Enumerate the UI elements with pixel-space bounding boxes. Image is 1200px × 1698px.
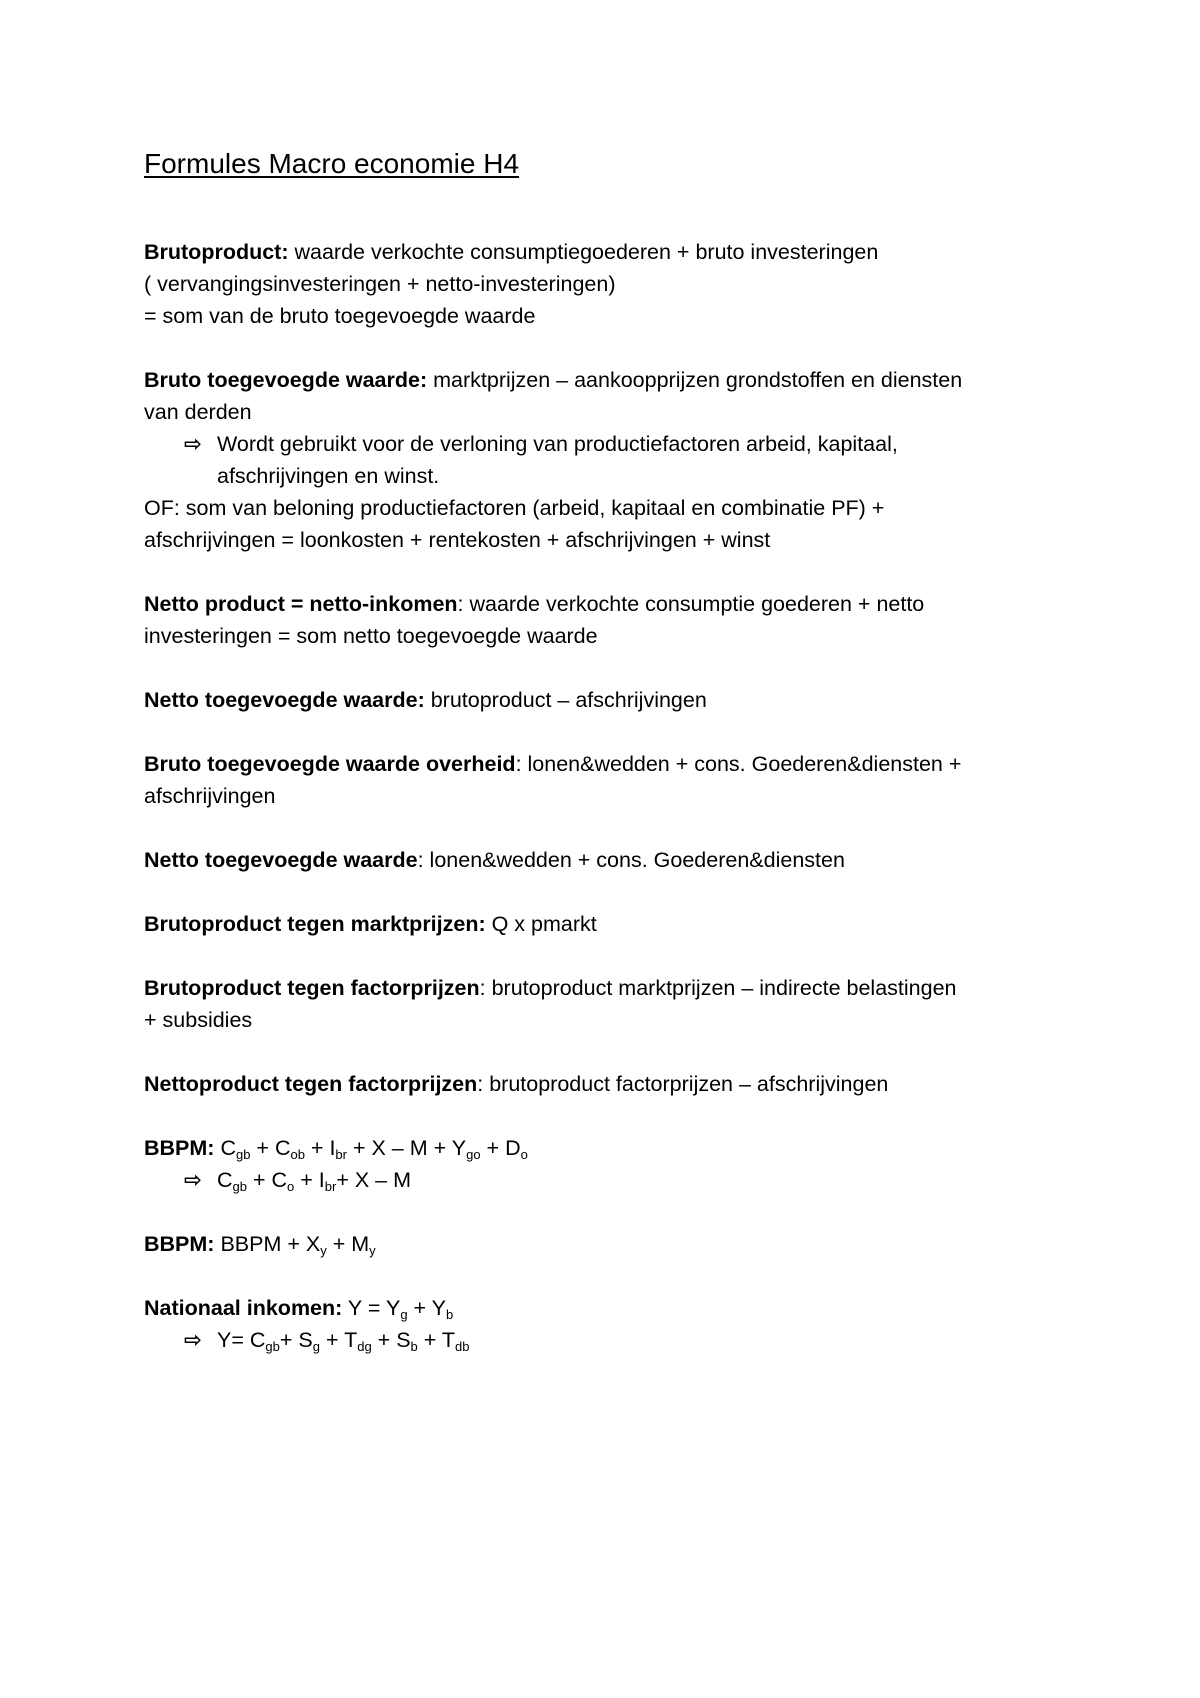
section-netto-product [144,588,1074,652]
npf-line-1 [144,1068,1074,1100]
btw-arrow-text-2: afschrijvingen en winst. [217,464,440,488]
section-bp-factorprijzen [144,972,1074,1036]
formula-part: Y = Y [342,1296,401,1320]
btw-term: Bruto toegevoegde waarde: [144,368,428,392]
bto-line-1 [144,748,1074,780]
formula-subscript: br [335,1147,347,1162]
right-arrow-icon: ⇨ [184,1328,203,1352]
bpm-term: Brutoproduct tegen marktprijzen: [144,912,486,936]
bbpm1-arrow-item [144,1164,1074,1196]
np-line-1 [144,588,1074,620]
npf-term: Nettoproduct tegen factorprijzen [144,1072,478,1096]
formula-subscript: y [369,1243,376,1258]
btw-text-1: marktprijzen – aankoopprijzen grondstoffen en diensten [427,368,963,392]
np-text-2: investeringen = som netto toegevoegde waarde [144,624,598,648]
formula-part: + M [326,1232,370,1256]
btw-arrow-item [144,428,1074,460]
section-nationaal-inkomen [144,1292,1074,1356]
formula-subscript: b [446,1307,454,1322]
formula-subscript: g [312,1339,320,1354]
formula-subscript: ob [290,1147,305,1162]
brutoproduct-text-1: waarde verkochte consumptiegoederen + bruto investeringen [288,240,879,264]
formula-part: + S [371,1328,411,1352]
bpm-text-1: Q x pmarkt [485,912,597,936]
btw-arrow-text-1: Wordt gebruikt voor de verloning van productiefactoren arbeid, kapitaal, [217,432,898,456]
right-arrow-icon: ⇨ [184,432,203,456]
bto-term: Bruto toegevoegde waarde overheid [144,752,516,776]
brutoproduct-term: Brutoproduct: [144,240,289,264]
ntw2-text-1: : lonen&wedden + cons. Goederen&diensten [417,848,845,872]
brutoproduct-line-1 [144,236,1074,268]
formula-subscript: b [410,1339,418,1354]
formula-subscript: br [324,1179,337,1194]
ntw-term: Netto toegevoegde waarde: [144,688,425,712]
bto-text-2: afschrijvingen [144,784,276,808]
section-np-factorprijzen [144,1068,1074,1100]
btw-text-4: afschrijvingen = loonkosten + rentekosten + afschrijvingen + winst [144,528,771,552]
formula-part: Y= C [217,1328,266,1352]
page-title: Formules Macro economie H4 [144,148,520,179]
section-bbpm-1 [144,1132,1074,1196]
ntw2-line-1 [144,844,1074,876]
formula-part: + I [304,1136,336,1160]
formula-part: BBPM + X [214,1232,321,1256]
btw-text-3: OF: som van beloning productiefactoren (arbeid, kapitaal en combinatie PF) + [144,496,885,520]
formula-subscript: o [287,1179,295,1194]
right-arrow-icon: ⇨ [184,1168,203,1192]
ni-formula [144,1292,1074,1324]
formula-subscript: y [320,1243,327,1258]
bbpm2-term: BBPM: [144,1232,215,1256]
bpf-text-1: : brutoproduct marktprijzen – indirecte belastingen [479,976,957,1000]
formula-part: C [217,1168,233,1192]
ntw2-term: Netto toegevoegde waarde [144,848,418,872]
formula-subscript: gb [265,1339,280,1354]
section-bp-marktprijzen [144,908,1074,940]
formula-subscript: o [520,1147,528,1162]
formula-subscript: db [455,1339,470,1354]
ni-arrow-item [144,1324,1074,1356]
bpf-line-1 [144,972,1074,1004]
formula-part: + T [319,1328,358,1352]
section-netto-toegevoegde-waarde-2 [144,844,1074,876]
bpf-term: Brutoproduct tegen factorprijzen [144,976,480,1000]
bbpm1-term: BBPM: [144,1136,215,1160]
formula-subscript: gb [235,1147,251,1162]
section-bruto-toegevoegde-waarde [144,364,1074,556]
bto-text-1: : lonen&wedden + cons. Goederen&diensten + [515,752,962,776]
np-text-1: : waarde verkochte consumptie goederen + netto [457,592,925,616]
btw-text-2: van derden [144,400,252,424]
ni-term: Nationaal inkomen: [144,1296,343,1320]
formula-part: + C [247,1168,288,1192]
formula-part: + D [480,1136,521,1160]
ntw-text-1: brutoproduct – afschrijvingen [424,688,707,712]
formula-part: + X – M + Y [346,1136,467,1160]
formula-part: + I [294,1168,325,1192]
bpf-text-2: + subsidies [144,1008,253,1032]
section-netto-toegevoegde-waarde [144,684,1074,716]
ntw-line-1 [144,684,1074,716]
formula-part: C [214,1136,236,1160]
section-brutoproduct [144,236,1074,332]
formula-part: + S [279,1328,313,1352]
bbpm1-formula [144,1132,1074,1164]
formula-subscript: dg [357,1339,372,1354]
section-bruto-toegevoegde-overheid [144,748,1074,812]
bbpm2-formula [144,1228,1074,1260]
npf-text-1: : brutoproduct factorprijzen – afschrijvingen [477,1072,889,1096]
brutoproduct-text-3: = som van de bruto toegevoegde waarde [144,304,536,328]
np-term: Netto product = netto-inkomen [144,592,458,616]
formula-part: + C [250,1136,291,1160]
formula-subscript: gb [232,1179,247,1194]
document-content [144,146,1074,1388]
brutoproduct-text-2: ( vervangingsinvesteringen + netto-investeringen) [144,272,616,296]
formula-part: + T [417,1328,456,1352]
bpm-line-1 [144,908,1074,940]
formula-part: + Y [407,1296,447,1320]
section-bbpm-2 [144,1228,1074,1260]
formula-part: + X – M [336,1168,411,1192]
formula-subscript: g [400,1307,408,1322]
btw-line-1 [144,364,1074,396]
formula-subscript: go [466,1147,481,1162]
